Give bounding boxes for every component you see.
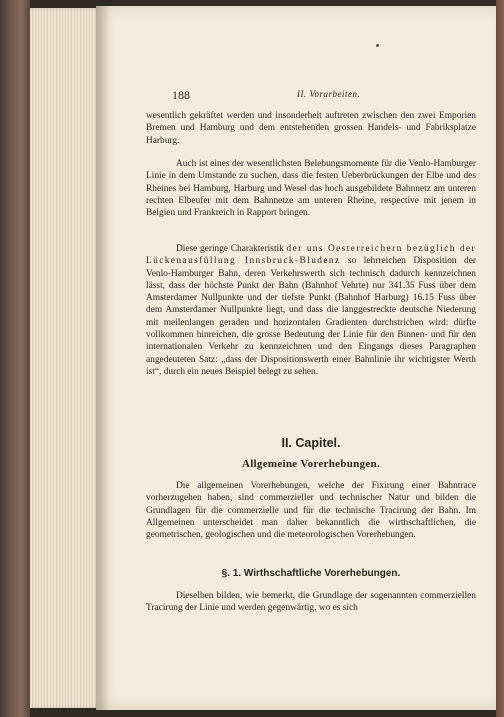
page-stack	[30, 8, 106, 708]
paragraph-3-emphasis: der uns Oesterreichern bezüglich der Lückenausfüllung Innsbruck-Bludenz	[146, 244, 477, 267]
book-cover-right-edge	[496, 0, 504, 717]
chapter-subtitle: Allgemeine Vorerhebungen.	[241, 458, 381, 470]
section-paragraph-1: Dieselben bilden, wie bemerkt, die Grundlage der sogenannten commerziellen Tracirung der Linie und werden gegenwärtig, wo es sich	[146, 591, 476, 614]
running-header	[172, 88, 485, 102]
chapter-paragraph-1: Die allgemeinen Vorerhebungen, welche der Fixirung einer Bahntrace vorherzugehen haben, sind commerzieller und technischer Natur und bilden die Grundlagen für die commerzielle und für die technische Tracirung der Bahn. Im Allgemeinen unterscheidet man daher bekanntlich die wirthschaftlichen, die geometrischen, geologischen und die meteorologischen Vorerhebungen.	[146, 481, 476, 541]
page-number: 188	[172, 88, 190, 102]
paragraph-3-lead: Diese geringe Charakteristik	[176, 244, 284, 254]
paragraph-3	[146, 243, 476, 378]
ink-speck	[376, 44, 379, 47]
book-cover-edge	[0, 0, 30, 717]
paragraph-1: wesentlich gekräftet werden und insonderheit auftreten zwischen den zwei Emporien Bremen und Hamburg und dem entstehenden grossen Handels- und Fabriksplatze Harburg.	[146, 111, 476, 146]
section-title: §. 1. Wirthschaftliche Vorerhebungen.	[221, 568, 401, 579]
paragraph-3-rest: so lehrreichen Disposition der Venlo-Hamburger Bahn, deren Verkehrswerth sich technisch dadurch kennzeichnen lässt, dass der höchste Punkt der Bahn (Bahnhof Vehrte) nur 341.35 Fuss über dem Amsterdamer Nullpunkte und der tiefste Punkt (Bahnhof Harburg) 16.15 Fuss über dem Amsterdamer Nullpunkte liegt, und dass die langgestreckte deutsche Niederung mit meilenlangen geraden und horizontalen Gradienten durchstrichen wird: dürfte vollkommen hinreichen, die grosse Bedeutung der Linie für den Binnen- und für den internationalen Verkehr zu kennzeichnen und den Eingangs dieses Paragraphen angedeuteten Satz: „dass der Dispositionswerth einer Bahnlinie ihr wichtigster Werth ist“, durch ein neues Beispiel belegt zu sehen.	[146, 256, 477, 377]
chapter-title: II. Capitel.	[281, 436, 341, 450]
gutter-shadow	[96, 6, 110, 710]
paragraph-2: Auch ist eines der wesentlichsten Belebungsmomente für die Venlo-Hamburger Linie in dem Umstande zu suchen, dass die festen Ueberbrückungen der Elbe und des Rheines bei Hamburg, Harburg und Wesel das hoch ausgebildete Bahnnetz am unteren rechten Elbeufer mit dem Bahnnetze am unteren Rheine, respective mit jenem in Belgien und Frankreich in Rapport bringen.	[146, 159, 476, 219]
running-title: II. Vorarbeiten.	[297, 89, 361, 99]
